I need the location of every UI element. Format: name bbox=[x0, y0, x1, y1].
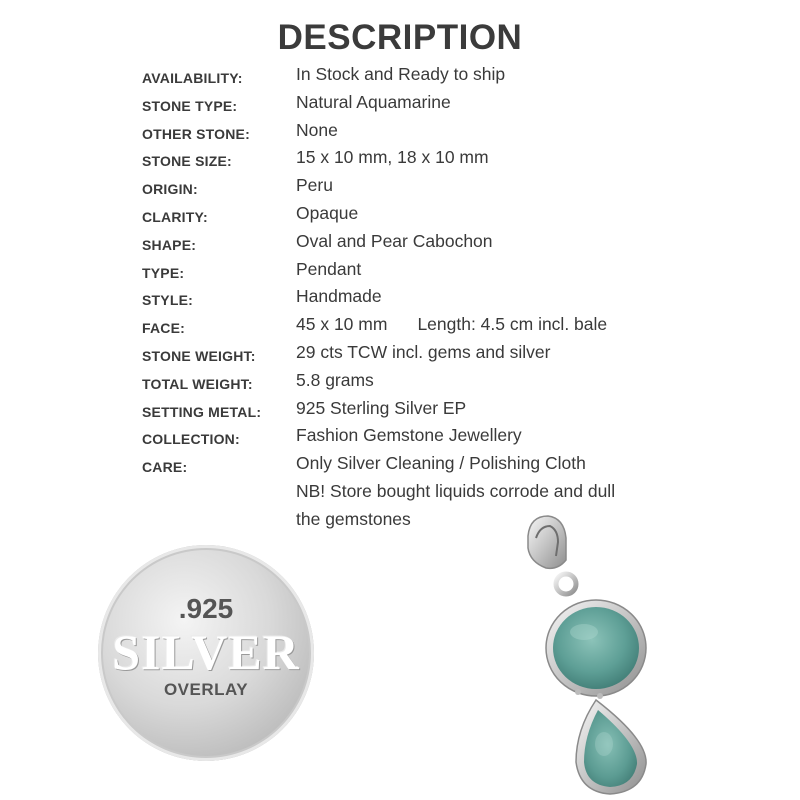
spec-label: COLLECTION: bbox=[142, 431, 240, 448]
spec-label: FACE: bbox=[142, 320, 185, 337]
spec-value: Pendant bbox=[296, 258, 362, 279]
connector-dot bbox=[575, 689, 581, 695]
spec-row-collection bbox=[142, 425, 782, 453]
spec-value: Oval and Pear Cabochon bbox=[296, 230, 493, 251]
spec-row-face bbox=[142, 314, 782, 342]
spec-row-style bbox=[142, 286, 782, 314]
spec-row-care bbox=[142, 453, 782, 481]
spec-row-total-weight bbox=[142, 370, 782, 398]
spec-row-clarity bbox=[142, 203, 782, 231]
spec-label: SHAPE: bbox=[142, 236, 197, 253]
spec-row-availability bbox=[142, 64, 782, 92]
care-note-line-2: the gemstones bbox=[296, 509, 411, 529]
spec-label: CARE: bbox=[142, 459, 188, 476]
spec-label: STONE WEIGHT: bbox=[142, 347, 256, 364]
pendant-bale bbox=[528, 516, 566, 568]
spec-value: 29 cts TCW incl. gems and silver bbox=[296, 341, 551, 362]
spec-row-type bbox=[142, 259, 782, 287]
spec-row-stone-size bbox=[142, 147, 782, 175]
spec-table bbox=[142, 64, 782, 481]
spec-label: OTHER STONE: bbox=[142, 125, 250, 142]
spec-row-origin bbox=[142, 175, 782, 203]
spec-row-stone-weight bbox=[142, 342, 782, 370]
oval-stone bbox=[546, 600, 646, 696]
silver-overlay-badge bbox=[98, 545, 314, 761]
spec-label: STONE TYPE: bbox=[142, 97, 238, 114]
spec-value: Handmade bbox=[296, 286, 382, 307]
connector-dot bbox=[597, 693, 603, 699]
spec-value: Natural Aquamarine bbox=[296, 91, 451, 112]
spec-value: Peru bbox=[296, 175, 333, 196]
spec-value: 15 x 10 mm, 18 x 10 mm bbox=[296, 147, 489, 168]
spec-label: ORIGIN: bbox=[142, 181, 198, 198]
spec-value: 925 Sterling Silver EP bbox=[296, 397, 467, 418]
page-title: DESCRIPTION bbox=[277, 18, 523, 57]
face-size: 45 x 10 mm bbox=[296, 314, 388, 335]
spec-row-setting-metal bbox=[142, 398, 782, 426]
pendant-image bbox=[500, 508, 670, 798]
spec-label: AVAILABILITY: bbox=[142, 70, 243, 86]
jump-ring bbox=[556, 574, 576, 594]
spec-label: STONE SIZE: bbox=[142, 153, 232, 170]
spec-label: SETTING METAL: bbox=[142, 403, 262, 420]
badge-number: .925 bbox=[178, 593, 234, 624]
spec-label: TOTAL WEIGHT: bbox=[142, 375, 253, 392]
pear-stone bbox=[576, 700, 646, 794]
spec-value: 5.8 grams bbox=[296, 369, 374, 390]
care-note-line-1: NB! Store bought liquids corrode and dull bbox=[296, 481, 616, 501]
spec-value: Only Silver Cleaning / Polishing Cloth bbox=[296, 453, 586, 474]
spec-row-other-stone bbox=[142, 120, 782, 148]
spec-value bbox=[296, 314, 607, 335]
badge-subtitle: OVERLAY bbox=[163, 680, 249, 699]
badge-word: SILVER bbox=[112, 624, 300, 680]
spec-value: In Stock and Ready to ship bbox=[296, 64, 506, 84]
spec-label: CLARITY: bbox=[142, 208, 208, 225]
spec-row-stone-type bbox=[142, 92, 782, 120]
spec-row-shape bbox=[142, 231, 782, 259]
spec-value: None bbox=[296, 119, 338, 140]
spec-label: STYLE: bbox=[142, 292, 193, 309]
face-length: Length: 4.5 cm incl. bale bbox=[417, 314, 608, 335]
spec-label: TYPE: bbox=[142, 264, 185, 281]
spec-value: Fashion Gemstone Jewellery bbox=[296, 425, 522, 446]
spec-value: Opaque bbox=[296, 202, 359, 223]
